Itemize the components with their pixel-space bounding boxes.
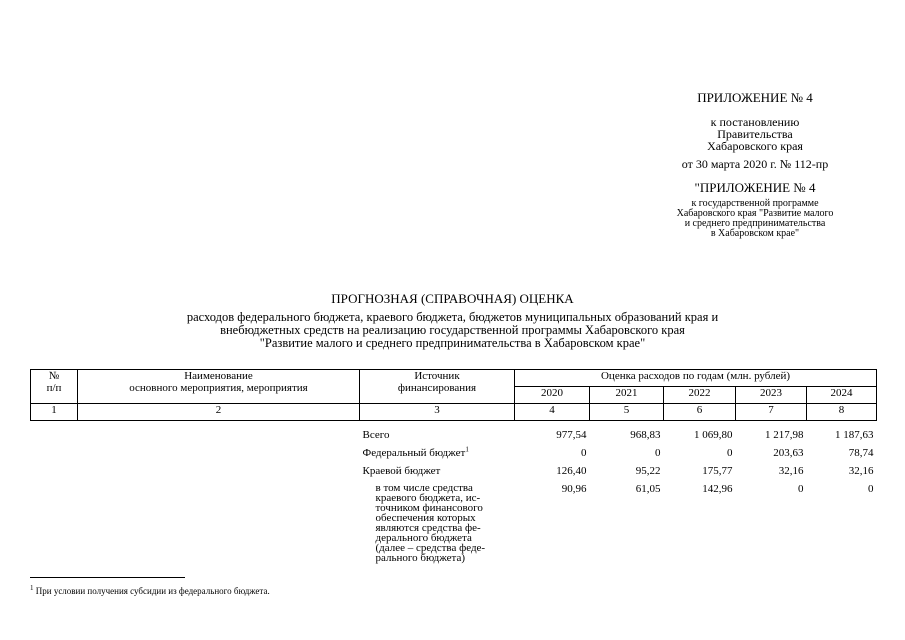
- value-cell: 0: [798, 483, 804, 495]
- source-line: в том числе средства: [375, 482, 473, 494]
- expense-estimate-table: [30, 369, 877, 567]
- value-cell: 175,77: [702, 465, 733, 477]
- value-cell: 977,54: [556, 429, 587, 441]
- footnote-marker: 1: [30, 584, 34, 592]
- column-number: 4: [515, 404, 590, 421]
- value-cell: 78,74: [848, 447, 874, 459]
- footnote-ref: 1: [465, 445, 469, 454]
- value-cell: 203,63: [773, 447, 804, 459]
- header-name-line1: Наименование: [184, 370, 253, 382]
- appendix-title: ПРИЛОЖЕНИЕ № 4: [697, 90, 813, 105]
- header-name-line2: основного мероприятия, мероприятия: [129, 382, 308, 394]
- appendix-header: [630, 90, 880, 170]
- header-number-line2: п/п: [46, 382, 62, 394]
- appendix-line: Правительства: [717, 127, 793, 141]
- value-cell: 90,96: [561, 483, 587, 495]
- program-appendix-line: к государственной программе: [691, 198, 819, 209]
- source-cell: [360, 481, 515, 567]
- source-line: обеспечения которых: [375, 512, 476, 524]
- subtitle-line: "Развитие малого и среднего предпринимательства в Хабаровском крае": [259, 336, 646, 350]
- document-title: ПРОГНОЗНАЯ (СПРАВОЧНАЯ) ОЦЕНКА: [331, 291, 574, 306]
- value-cell: 32,16: [848, 465, 874, 477]
- subtitle-line: внебюджетных средств на реализацию государственной программы Хабаровского края: [220, 323, 685, 337]
- program-appendix-line: и среднего предпринимательства: [684, 218, 826, 229]
- program-appendix-line: Хабаровского края "Развитие малого: [676, 208, 834, 219]
- value-cell: 1 187,63: [835, 429, 874, 441]
- value-cell: 32,16: [778, 465, 804, 477]
- header-name: [78, 370, 360, 404]
- column-number: 8: [807, 404, 877, 421]
- value-cell: 0: [655, 447, 661, 459]
- footnote-text: При условии получения субсидии из федерального бюджета.: [33, 586, 270, 596]
- column-number: 2: [78, 404, 360, 421]
- column-number: 3: [360, 404, 515, 421]
- footnote-divider: [30, 577, 185, 578]
- header-source-line2: финансирования: [397, 382, 477, 394]
- column-number: 7: [736, 404, 807, 421]
- header-source-line1: Источник: [414, 370, 460, 382]
- subtitle-line: расходов федерального бюджета, краевого бюджета, бюджетов муниципальных образований края и: [186, 310, 719, 324]
- header-year: 2020: [515, 387, 590, 404]
- table-row: [31, 445, 877, 463]
- program-appendix-title: "ПРИЛОЖЕНИЕ № 4: [694, 180, 816, 195]
- value-cell: 142,96: [702, 483, 733, 495]
- source-cell: Краевой бюджет: [362, 465, 441, 477]
- source-label: Федеральный бюджет: [362, 447, 466, 459]
- header-year: 2022: [664, 387, 736, 404]
- source-cell: [360, 445, 515, 463]
- header-year: 2021: [590, 387, 664, 404]
- source-line: (далее – средства феде-: [375, 542, 486, 554]
- program-appendix-line: в Хабаровском крае": [710, 228, 800, 239]
- column-number: 1: [31, 404, 78, 421]
- table-row: [31, 421, 877, 446]
- source-line: дерального бюджета: [375, 532, 472, 544]
- value-cell: 61,05: [635, 483, 661, 495]
- header-year: 2023: [736, 387, 807, 404]
- header-year: 2024: [807, 387, 877, 404]
- source-line: являются средства фе-: [375, 522, 481, 534]
- value-cell: 0: [727, 447, 733, 459]
- header-number-line1: №: [48, 370, 60, 382]
- table-row: [31, 481, 877, 567]
- value-cell: 126,40: [556, 465, 587, 477]
- source-line: рального бюджета): [375, 552, 466, 564]
- appendix-date: от 30 марта 2020 г. № 112-пр: [681, 157, 829, 171]
- value-cell: 0: [868, 483, 874, 495]
- source-cell: Всего: [362, 429, 390, 441]
- appendix-line: к постановлению: [710, 115, 800, 129]
- source-line: краевого бюджета, ис-: [375, 492, 481, 504]
- document-subtitle: [100, 311, 805, 350]
- value-cell: 1 217,98: [765, 429, 804, 441]
- column-number: 5: [590, 404, 664, 421]
- header-source: [360, 370, 515, 404]
- value-cell: 968,83: [630, 429, 661, 441]
- column-number: 6: [664, 404, 736, 421]
- value-cell: 1 069,80: [694, 429, 733, 441]
- source-line: точником финансового: [375, 502, 483, 514]
- value-cell: 95,22: [635, 465, 661, 477]
- header-number: [31, 370, 78, 404]
- program-appendix-header: [630, 180, 880, 239]
- header-estimate: Оценка расходов по годам (млн. рублей): [515, 370, 877, 387]
- table-row: [31, 463, 877, 481]
- footnote: [30, 586, 270, 596]
- value-cell: 0: [581, 447, 587, 459]
- appendix-line: Хабаровского края: [707, 139, 803, 153]
